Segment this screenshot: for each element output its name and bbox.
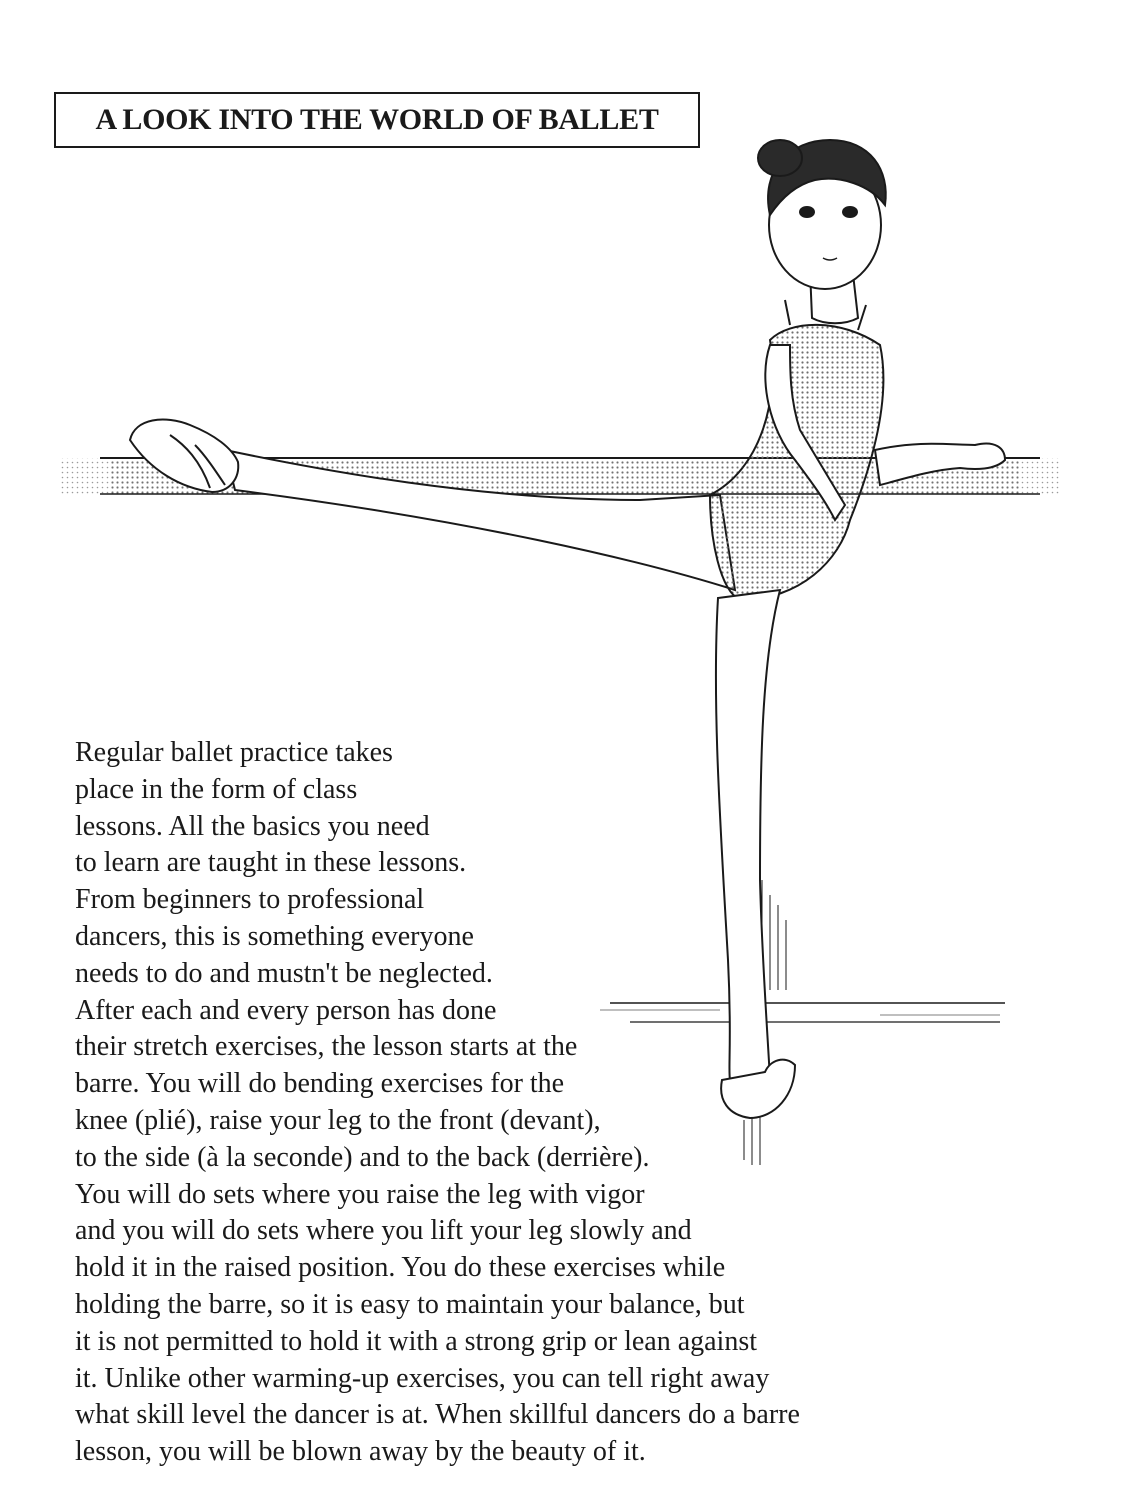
- body-line: place in the form of class: [75, 773, 358, 805]
- body-line: it. Unlike other warming-up exercises, you can tell right away: [75, 1362, 770, 1394]
- body-line: what skill level the dancer is at. When skillful dancers do a barre: [75, 1399, 800, 1431]
- body-line: needs to do and mustn't be neglected.: [75, 957, 493, 989]
- body-line: it is not permitted to hold it with a strong grip or lean against: [75, 1325, 758, 1357]
- body-line: lesson, you will be blown away by the beauty of it.: [75, 1436, 646, 1468]
- body-line: their stretch exercises, the lesson starts at the: [75, 1031, 578, 1063]
- body-line: dancers, this is something everyone: [75, 920, 474, 952]
- article-body: [75, 735, 975, 1471]
- body-line: barre. You will do bending exercises for the: [75, 1068, 565, 1100]
- body-line: From beginners to professional: [75, 884, 425, 916]
- body-line: Regular ballet practice takes: [75, 737, 393, 768]
- body-line: lessons. All the basics you need: [75, 810, 430, 842]
- body-line: hold it in the raised position. You do these exercises while: [75, 1252, 726, 1284]
- body-line: holding the barre, so it is easy to maintain your balance, but: [75, 1288, 745, 1320]
- dancer-head: [758, 140, 886, 323]
- body-line: knee (plié), raise your leg to the front (devant),: [75, 1104, 601, 1136]
- body-line: to learn are taught in these lessons.: [75, 847, 467, 879]
- body-line: You will do sets where you raise the leg with vigor: [75, 1178, 645, 1210]
- raised-leg: [130, 420, 735, 590]
- body-line: and you will do sets where you lift your leg slowly and: [75, 1215, 692, 1247]
- title-box: [54, 92, 700, 148]
- page-title: A LOOK INTO THE WORLD OF BALLET: [95, 103, 659, 136]
- body-line: to the side (à la seconde) and to the back (derrière).: [75, 1141, 650, 1173]
- body-line: After each and every person has done: [75, 994, 497, 1026]
